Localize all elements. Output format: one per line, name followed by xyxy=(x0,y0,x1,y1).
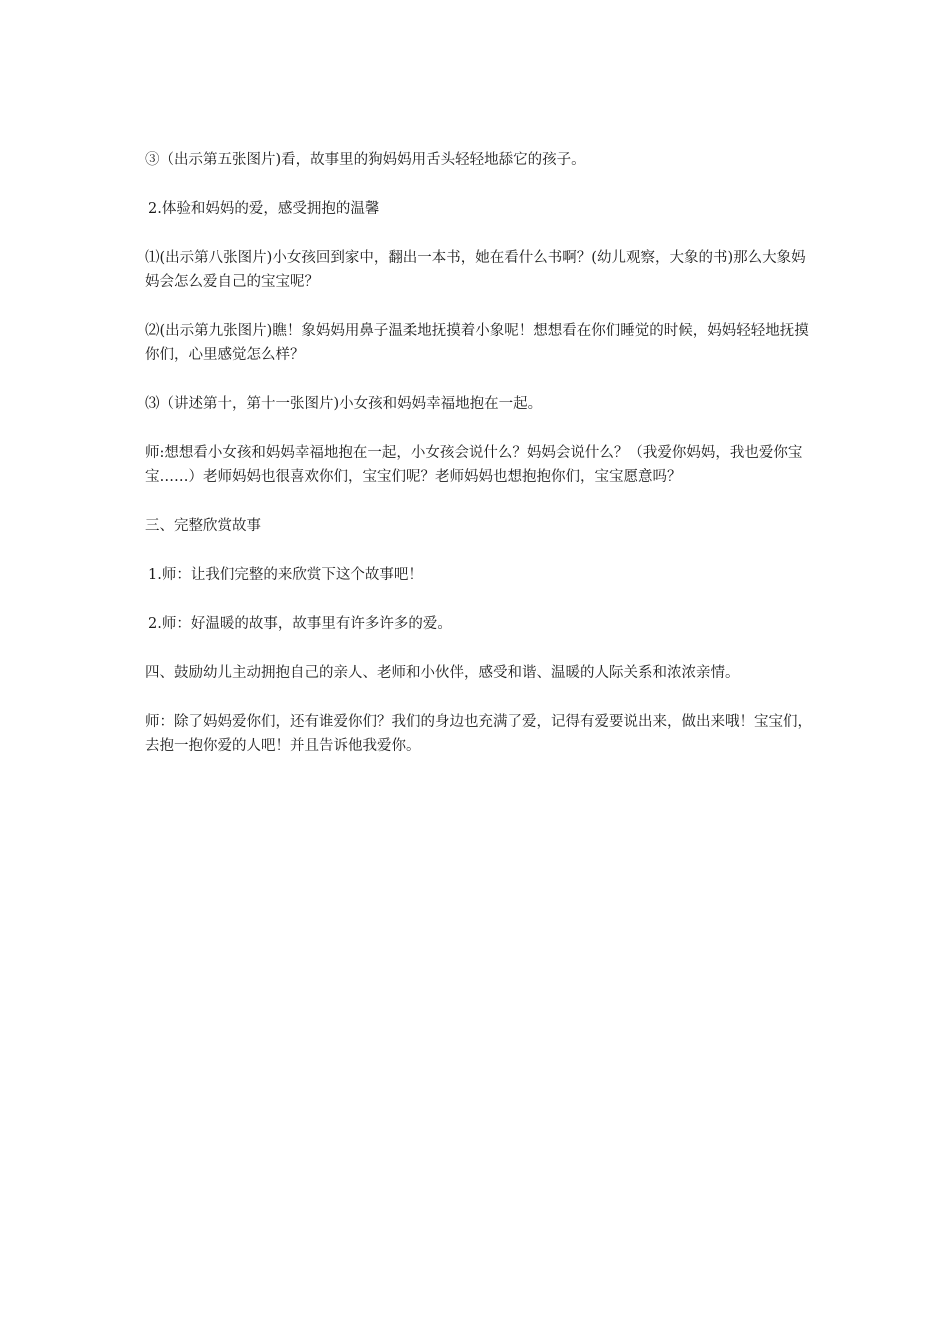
document-body xyxy=(145,148,815,783)
paragraph-step-3-dog: ③（出示第五张图片)看，故事里的狗妈妈用舌头轻轻地舔它的孩子。 xyxy=(145,152,586,168)
paragraph-warm-story: 2.师：好温暖的故事，故事里有许多许多的爱。 xyxy=(148,616,452,632)
paragraph-teacher-hug: 师:想想看小女孩和妈妈幸福地抱在一起，小女孩会说什么？妈妈会说什么？（我爱你妈妈，我也爱你宝宝……）老师妈妈也很喜欢你们，宝宝们呢？老师妈妈也想抱抱你们，宝宝愿意吗？ xyxy=(145,445,803,485)
paragraph-picture-10-11: ⑶（讲述第十，第十一张图片)小女孩和妈妈幸福地抱在一起。 xyxy=(145,396,543,412)
paragraph-picture-8: ⑴(出示第八张图片)小女孩回到家中，翻出一本书，她在看什么书啊？(幼儿观察，大象的书)那么大象妈妈会怎么爱自己的宝宝呢？ xyxy=(145,250,806,290)
paragraph-closing-teacher: 师：除了妈妈爱你们，还有谁爱你们？我们的身边也充满了爱，记得有爱要说出来，做出来哦！宝宝们，去抱一抱你爱的人吧！并且告诉他我爱你。 xyxy=(145,714,812,754)
section-heading-experience-love: 2.体验和妈妈的爱，感受拥抱的温馨 xyxy=(148,201,380,217)
paragraph-picture-9: ⑵(出示第九张图片)瞧！象妈妈用鼻子温柔地抚摸着小象呢！想想看在你们睡觉的时候，妈妈轻轻地抚摸你们，心里感觉怎么样？ xyxy=(145,323,809,363)
section-heading-full-story: 三、完整欣赏故事 xyxy=(145,518,261,534)
section-heading-encourage-hug: 四、鼓励幼儿主动拥抱自己的亲人、老师和小伙伴，感受和谐、温暖的人际关系和浓浓亲情。 xyxy=(145,665,740,681)
paragraph-enjoy-story: 1.师：让我们完整的来欣赏下这个故事吧！ xyxy=(148,567,423,583)
